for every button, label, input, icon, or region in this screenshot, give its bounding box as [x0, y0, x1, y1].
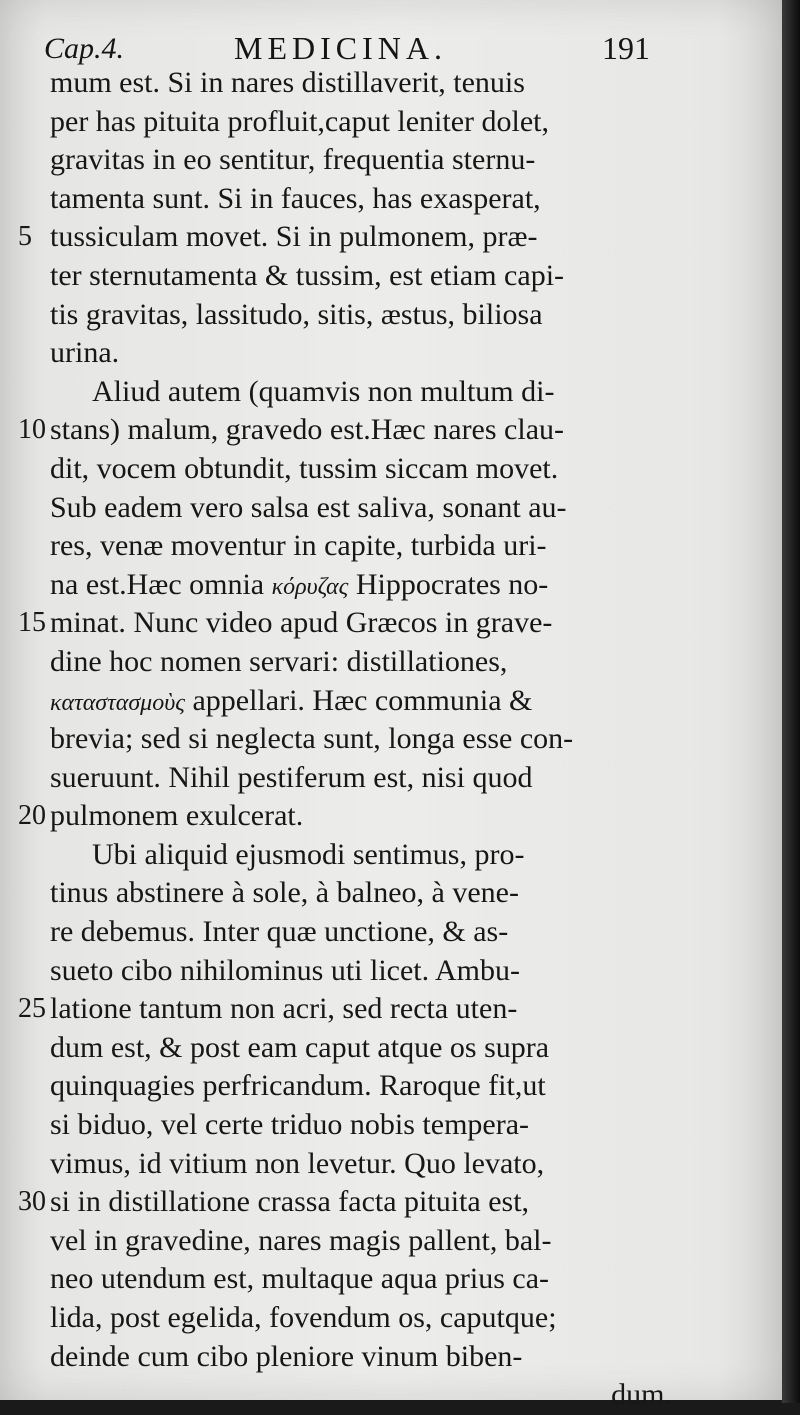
greek-word: κόρυζας: [271, 573, 349, 600]
line-text: [50, 141, 535, 180]
line-text-main: sueruunt. Nihil pestiferum est, nisi quod: [50, 760, 533, 794]
line-text: [50, 604, 552, 643]
line-text-main: na est.Hæc omnia: [50, 567, 265, 601]
line-text: [50, 489, 567, 528]
text-line: [0, 1299, 782, 1338]
line-text: [50, 682, 532, 723]
line-text: [50, 1222, 552, 1261]
line-number: 10: [18, 414, 46, 446]
text-line: [0, 1183, 782, 1222]
text-line: [0, 643, 782, 682]
text-line: [0, 952, 782, 991]
text-line: [0, 759, 782, 798]
line-text-main: vimus, id vitium non levetur. Quo levato,: [50, 1146, 545, 1180]
line-text-main: mum est. Si in nares distillaverit, tenuis: [50, 66, 525, 99]
text-line: [0, 1029, 782, 1068]
line-text: [50, 1299, 557, 1338]
line-text-main: neo utendum est, multaque aqua prius ca-: [50, 1262, 550, 1296]
text-line: [0, 373, 782, 412]
line-text: [92, 373, 554, 412]
line-text: [50, 103, 549, 142]
line-text: [50, 1029, 549, 1068]
text-line: [0, 1338, 782, 1377]
text-line: [0, 990, 782, 1029]
line-text: [50, 180, 541, 219]
line-text-main: ter sternutamenta & tussim, est etiam capi-: [50, 258, 565, 292]
text-line: [0, 1106, 782, 1145]
line-number: 15: [18, 607, 46, 639]
line-text-after: Hippocrates no-: [348, 567, 549, 601]
page-edge-shadow: [782, 0, 800, 1403]
line-text: [50, 296, 543, 335]
line-text-main: dit, vocem obtundit, tussim siccam movet.: [50, 451, 559, 485]
line-number: 25: [18, 993, 46, 1025]
line-text: [50, 1260, 549, 1299]
running-title: MEDICINA.: [234, 30, 447, 66]
line-text: [50, 797, 303, 836]
line-text: [50, 334, 119, 373]
text-line: [0, 180, 782, 219]
line-text-main: Ubi aliquid ejusmodi sentimus, pro-: [92, 837, 525, 871]
line-text: [50, 1338, 522, 1377]
text-line: [0, 682, 782, 721]
text-line: [0, 489, 782, 528]
line-text-main: urina.: [50, 336, 120, 370]
line-text-main: dum est, & post eam caput atque os supra: [50, 1030, 550, 1064]
line-text-main: per has pituita profluit,caput leniter dolet,: [50, 104, 550, 138]
line-text-main: si biduo, vel certe triduo nobis tempera-: [50, 1108, 530, 1142]
body-text: [0, 64, 782, 1415]
text-line: [0, 411, 782, 450]
greek-word: καταστασμοὺς: [50, 689, 185, 716]
line-text-after: appellari. Hæc communia &: [184, 683, 533, 717]
line-text-main: pulmonem exulcerat.: [50, 799, 304, 833]
line-number: 20: [18, 800, 46, 832]
line-text-main: dine hoc nomen servari: distillationes,: [50, 644, 508, 678]
line-text-main: tussiculam movet. Si in pulmonem, præ-: [50, 220, 538, 254]
line-text: [50, 218, 537, 257]
line-text: [50, 1067, 546, 1106]
line-text: [50, 1183, 529, 1222]
line-text-main: stans) malum, gravedo est.Hæc nares clau-: [50, 413, 564, 447]
line-text-main: lida, post egelida, fovendum os, caputque;: [50, 1301, 557, 1334]
text-line: [0, 218, 782, 257]
text-line: [0, 296, 782, 335]
line-text-main: quinquagies perfricandum. Raroque fit,ut: [50, 1069, 546, 1103]
line-text-main: vel in gravedine, nares magis pallent, bal-: [50, 1223, 552, 1257]
line-text: [50, 913, 508, 952]
line-text-main: minat. Nunc video apud Græcos in grave-: [50, 606, 553, 640]
line-text-main: Sub eadem vero salsa est saliva, sonant au-: [50, 490, 567, 524]
text-line: [0, 1067, 782, 1106]
line-text-main: Aliud autem (quamvis non multum di-: [92, 374, 555, 408]
line-text: [50, 952, 520, 991]
text-line: [0, 913, 782, 952]
line-text-main: res, venæ moventur in capite, turbida uri-: [50, 529, 547, 563]
line-text-main: sueto cibo nihilominus uti licet. Ambu-: [50, 953, 520, 987]
line-text: [50, 566, 548, 607]
line-text-main: tis gravitas, lassitudo, sitis, æstus, biliosa: [50, 297, 543, 331]
text-line: [0, 797, 782, 836]
line-text: [50, 257, 564, 296]
line-text: [611, 1376, 672, 1415]
page-number: 191: [602, 30, 650, 66]
text-line: [0, 1222, 782, 1261]
text-line: [0, 1376, 782, 1415]
line-text: [50, 527, 547, 566]
text-line: [0, 604, 782, 643]
text-line: [0, 450, 782, 489]
text-line: [0, 1260, 782, 1299]
line-text: [50, 759, 532, 798]
line-number: 30: [18, 1186, 46, 1218]
line-text: [50, 720, 573, 759]
line-text: [50, 64, 525, 103]
line-text-main: tamenta sunt. Si in fauces, has exasperat,: [50, 181, 541, 215]
line-text: [50, 411, 564, 450]
line-text: [50, 990, 517, 1029]
line-text: [50, 1145, 544, 1184]
line-text-main: re debemus. Inter quæ unctione, & as-: [50, 915, 509, 949]
text-line: [0, 874, 782, 913]
line-text: [50, 1106, 529, 1145]
line-text-main: dum.: [611, 1378, 672, 1412]
line-text: [50, 450, 558, 489]
text-line: [0, 334, 782, 373]
line-text-main: gravitas in eo sentitur, frequentia sternu-: [50, 143, 536, 177]
text-line: [0, 566, 782, 605]
line-text-main: latione tantum non acri, sed recta uten-: [50, 992, 518, 1026]
line-text-main: deinde cum cibo pleniore vinum biben-: [50, 1339, 523, 1373]
line-number: 5: [18, 221, 32, 253]
line-text-main: si in distillatione crassa facta pituita est,: [50, 1185, 530, 1219]
text-line: [0, 103, 782, 142]
text-line: [0, 836, 782, 875]
text-line: [0, 141, 782, 180]
line-text: [92, 836, 524, 875]
line-text: [50, 643, 507, 682]
line-text-main: brevia; sed si neglecta sunt, longa esse con-: [50, 722, 574, 756]
text-line: [0, 720, 782, 759]
line-text-main: tinus abstinere à sole, à balneo, à vene-: [50, 876, 519, 910]
line-text: [50, 874, 519, 913]
text-line: [0, 527, 782, 566]
text-line: [0, 257, 782, 296]
text-line: [0, 64, 782, 103]
chapter-label: Cap.4.: [44, 32, 125, 65]
text-line: [0, 1145, 782, 1184]
